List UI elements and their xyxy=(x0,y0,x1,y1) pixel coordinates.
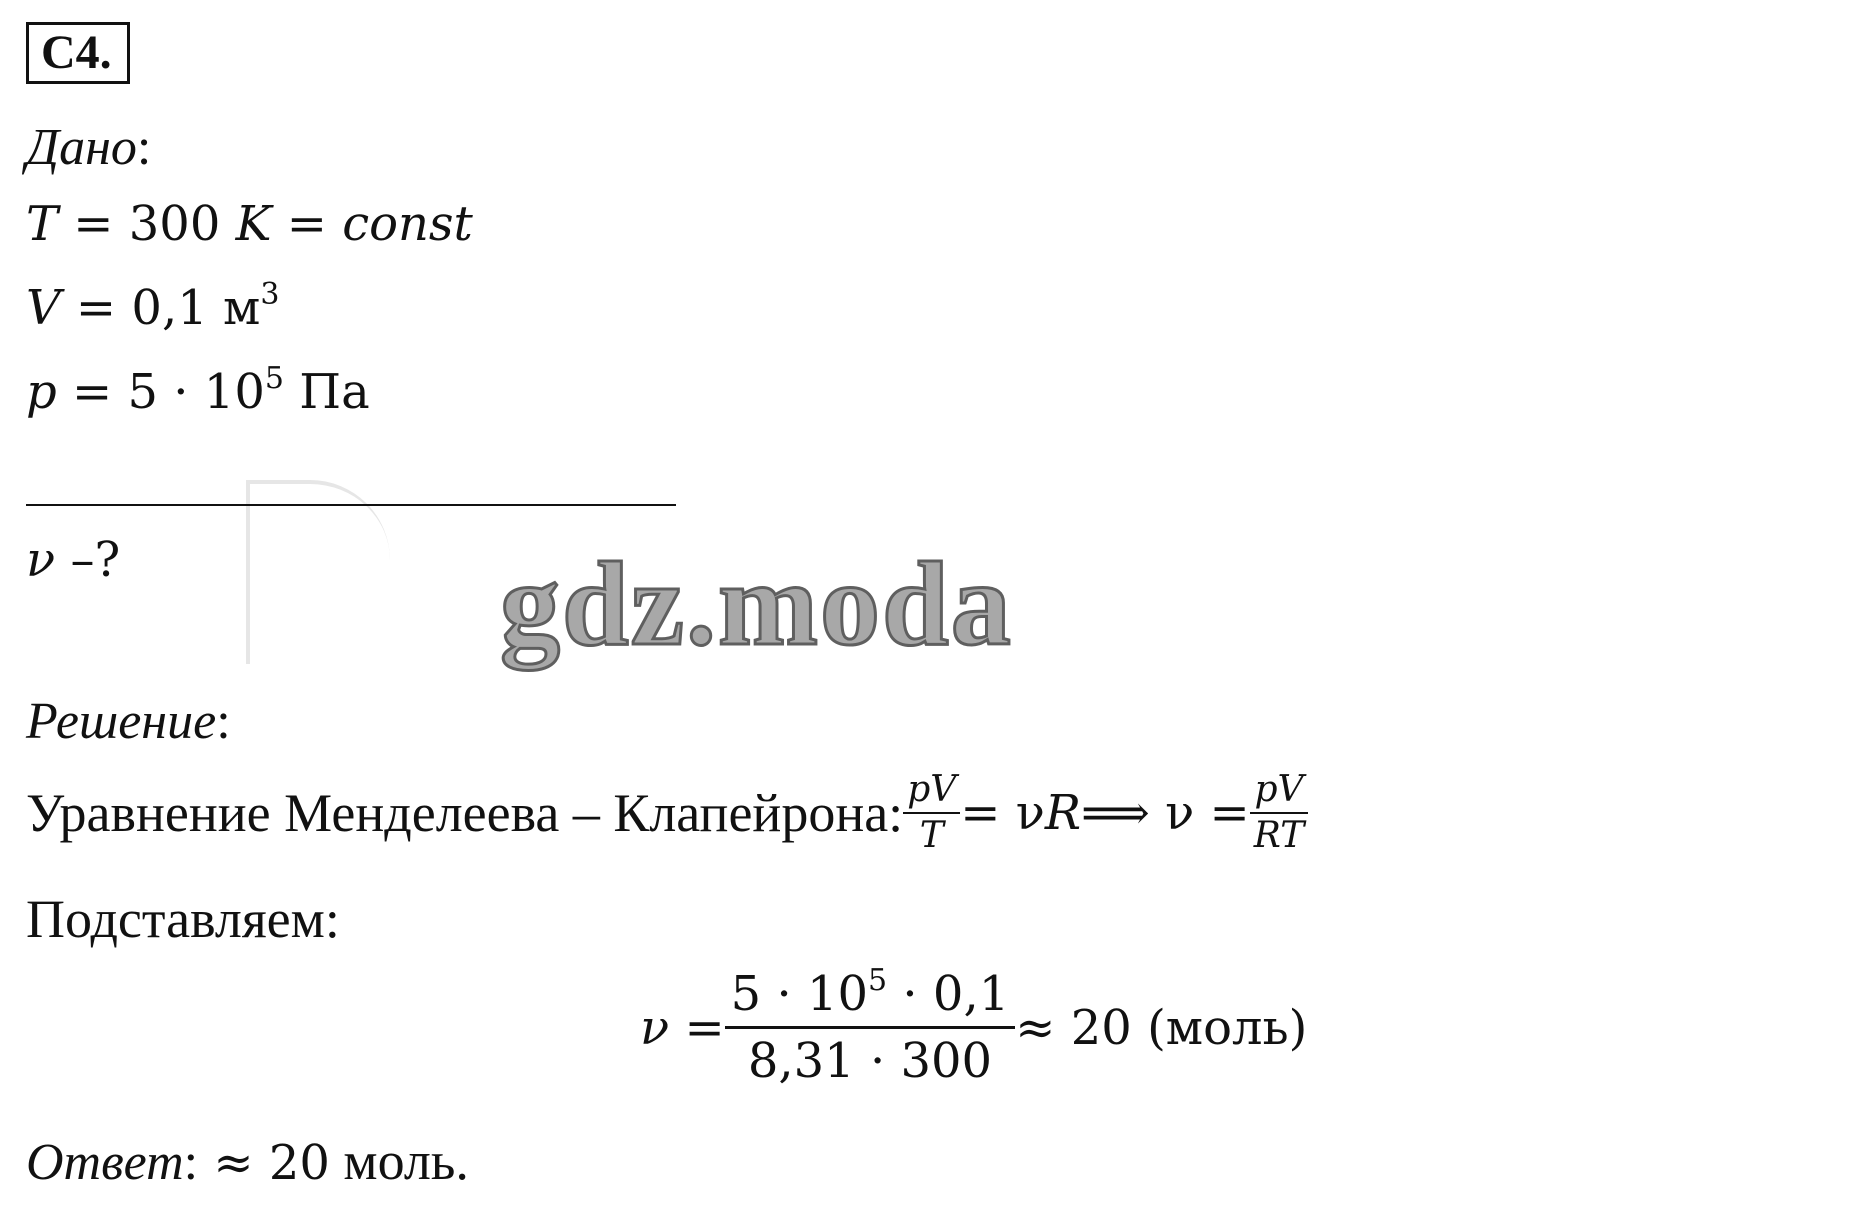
find-quantity: ν –? xyxy=(26,532,121,588)
problem-label: C4. xyxy=(26,22,130,84)
calculation-fraction: $\frac{5 \cdot 10^5 \cdot 0,1}{8,31 \cdot 300}$ xyxy=(725,970,1016,1085)
given-temperature: T = 300 K = const xyxy=(26,196,473,252)
given-heading: Дано: xyxy=(26,119,152,176)
answer-line: Ответ: ≈ 20 моль. xyxy=(26,1131,469,1191)
fraction-pv-over-rt: $\frac{pV}{RT}$ xyxy=(1250,772,1308,854)
mendeleev-clapeyron-equation: Уравнение Менделеева – Клапейрона: $\frac{pV}{T}$ = νR ⟹ ν = $\frac{pV}{RT}$ xyxy=(26,772,1308,854)
calculation-formula: ν = $\frac{5 \cdot 10^5 \cdot 0,1}{8,31 \cdot 300}$ ≈ 20 (моль) xyxy=(640,963,1308,1089)
solution-heading: Решение: xyxy=(26,693,231,750)
substitute-text: Подставляем: xyxy=(26,889,340,949)
given-volume: V = 0,1 $м^3$ xyxy=(26,277,280,336)
watermark-ghost-shape xyxy=(246,480,390,664)
fraction-pv-over-t: $\frac{pV}{T}$ xyxy=(903,772,960,854)
given-divider-line xyxy=(26,504,676,506)
given-pressure: $p = 5 \cdot 10^5$ Па xyxy=(26,361,370,420)
watermark-logo: gdz.moda xyxy=(500,537,1013,670)
